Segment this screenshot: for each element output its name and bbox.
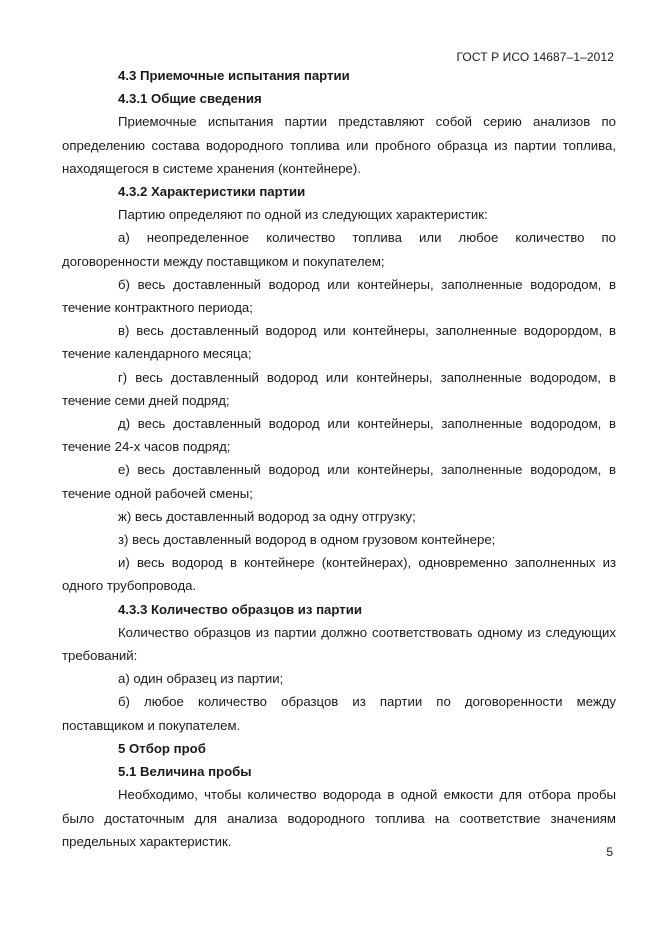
list-item-a: а) неопределенное количество топлива или любое количество по договоренности между поставщиком и покупателем;: [62, 230, 616, 269]
paragraph-sample-count: Количество образцов из партии должно соответствовать одному из следующих требований:: [62, 624, 616, 664]
list-item-sample-b: б) любое количество образцов из партии по договоренности между поставщиком и покупателем.: [62, 694, 616, 733]
document-body: [62, 64, 616, 853]
list-item-d: д) весь доставленный водород или контейнеры, заполненные водородом, в течение 24-х часов подряд;: [62, 416, 616, 455]
list-item-zh: ж) весь доставленный водород за одну отгрузку;: [118, 508, 416, 524]
paragraph-sample-size: Необходимо, чтобы количество водорода в одной емкости для отбора пробы было достаточным для анализа водородного топлива на соответствие значениям предельных характеристик.: [62, 787, 616, 849]
list-item-e: е) весь доставленный водород или контейнеры, заполненные водородом, в течение одной рабочей смены;: [62, 462, 616, 501]
paragraph-general-info: Приемочные испытания партии представляют собой серию анализов по определению состава водородного топлива или пробного образца из партии топлива, находящегося в системе хранения (контейнере).: [62, 114, 616, 176]
page-number: 5: [606, 845, 613, 859]
section-heading-4-3-1: 4.3.1 Общие сведения: [118, 91, 262, 107]
section-heading-4-3: 4.3 Приемочные испытания партии: [118, 68, 350, 83]
section-heading-5-1: 5.1 Величина пробы: [118, 764, 252, 780]
list-item-v: в) весь доставленный водород или контейнеры, заполненные водорордом, в течение календарного месяца;: [62, 323, 616, 362]
paragraph-batch-intro: Партию определяют по одной из следующих характеристик:: [118, 207, 488, 223]
section-heading-4-3-3: 4.3.3 Количество образцов из партии: [118, 601, 362, 617]
list-item-g: г) весь доставленный водород или контейнеры, заполненные водородом, в течение семи дней подряд;: [62, 369, 616, 408]
section-heading-5: 5 Отбор проб: [118, 740, 206, 756]
list-item-sample-a: а) один образец из партии;: [118, 671, 284, 687]
section-heading-4-3-2: 4.3.2 Характеристики партии: [118, 184, 306, 200]
standard-header: ГОСТ Р ИСО 14687–1–2012: [456, 50, 614, 64]
list-item-z: з) весь доставленный водород в одном грузовом контейнере;: [118, 532, 496, 548]
list-item-i: и) весь водород в контейнере (контейнерах), одновременно заполненных из одного трубопровода.: [62, 555, 616, 594]
list-item-b: б) весь доставленный водород или контейнеры, заполненные водородом, в течение контрактного периода;: [62, 276, 616, 316]
